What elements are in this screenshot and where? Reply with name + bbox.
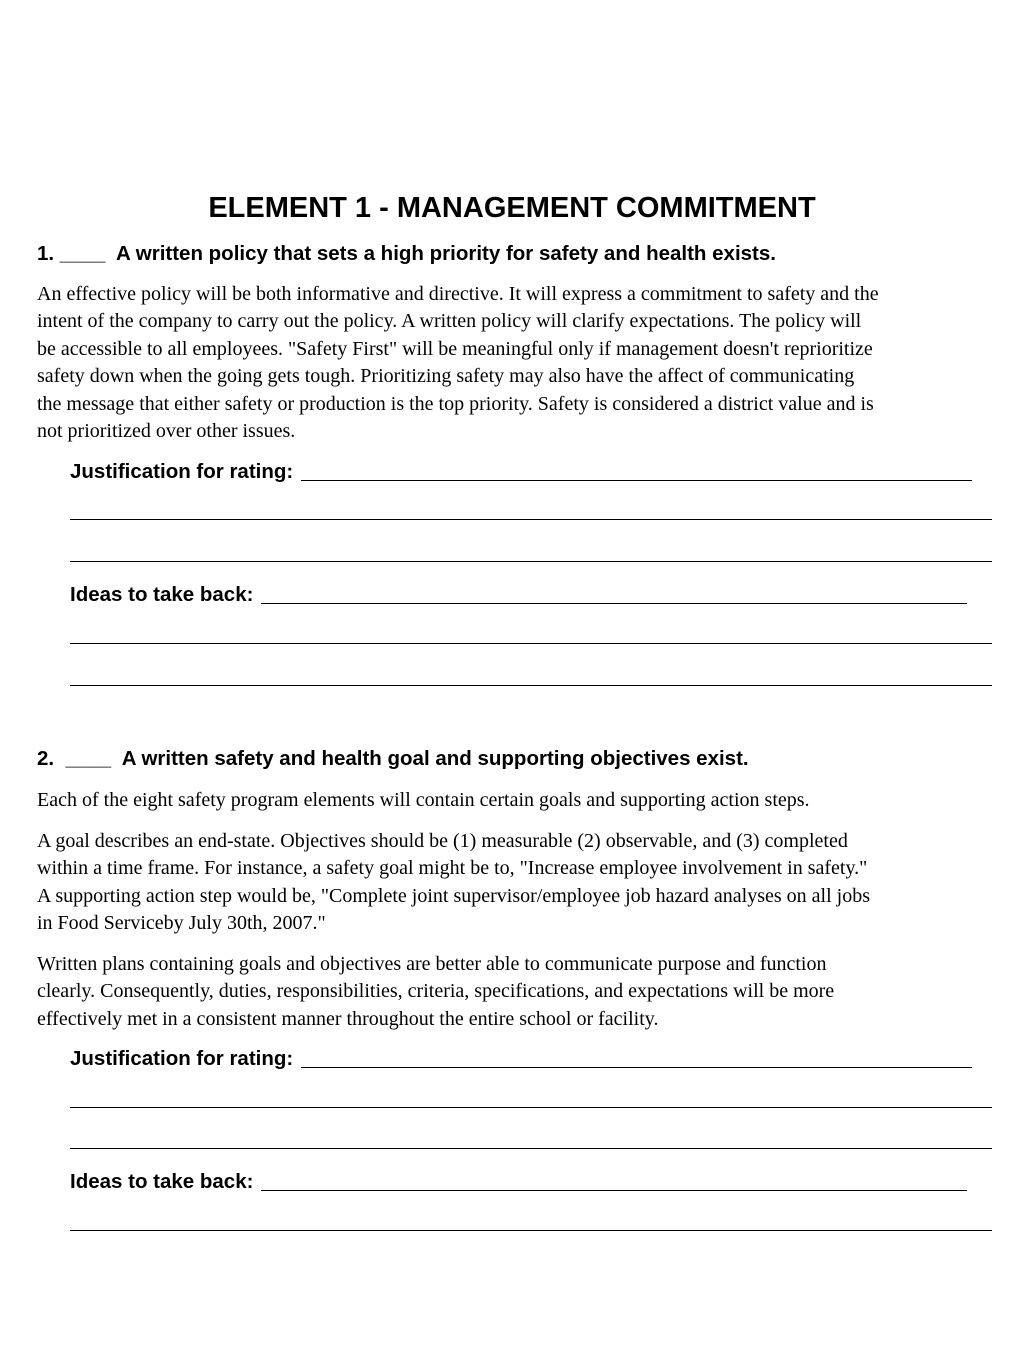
paragraph-line: within a time frame. For instance, a safety goal might be to, "Increase employee involvement in safety." (37, 857, 868, 880)
question-2: 2. ____ A written safety and health goal and supporting objectives exist. (37, 747, 749, 770)
paragraph-line: intent of the company to carry out the policy. A written policy will clarify expectations. The policy will (37, 310, 862, 333)
paragraph-line: An effective policy will be both informative and directive. It will express a commitment to safety and the (37, 283, 879, 305)
justification-line[interactable] (301, 480, 972, 481)
item-2-paragraph-3 (37, 951, 1005, 1033)
ideas-field-2[interactable] (70, 1169, 967, 1195)
ideas-field-1[interactable] (70, 582, 967, 608)
item-2-paragraph-1 (37, 787, 1005, 814)
paragraph-line: safety down when the going gets tough. Prioritizing safety may also have the affect of communicating (37, 365, 855, 388)
paragraph-line: Each of the eight safety program elements will contain certain goals and supporting action steps. (37, 789, 810, 811)
justification-field-2[interactable] (70, 1046, 972, 1072)
paragraph-line: not prioritized over other issues. (37, 420, 296, 443)
paragraph-line: in Food Serviceby July 30th, 2007." (37, 912, 326, 935)
justification-blank-line[interactable] (70, 1148, 992, 1149)
justification-blank-line[interactable] (70, 519, 992, 520)
justification-label: Justification for rating: (70, 1047, 294, 1070)
item-2-paragraph-2 (37, 828, 1005, 938)
paragraph-line: the message that either safety or production is the top priority. Safety is considered a district value and is (37, 392, 874, 415)
ideas-label: Ideas to take back: (70, 583, 254, 606)
paragraph-line: effectively met in a consistent manner throughout the entire school or facility. (37, 1007, 659, 1030)
ideas-blank-line[interactable] (70, 643, 992, 644)
justification-blank-line[interactable] (70, 1107, 992, 1108)
paragraph-line: be accessible to all employees. "Safety First" will be meaningful only if management doesn't reprioritize (37, 337, 873, 360)
paragraph-line: A supporting action step would be, "Complete joint supervisor/employee job hazard analyses on all jobs (37, 884, 871, 907)
paragraph-line: A goal describes an end-state. Objectives should be (1) measurable (2) observable, and (3) completed (37, 830, 848, 852)
question-1: 1. ____ A written policy that sets a high priority for safety and health exists. (37, 242, 776, 265)
justification-label: Justification for rating: (70, 460, 294, 483)
justification-line[interactable] (301, 1067, 972, 1068)
ideas-blank-line[interactable] (70, 1230, 992, 1231)
item-1-paragraph-1 (37, 281, 1005, 445)
paragraph-line: clearly. Consequently, duties, responsibilities, criteria, specifications, and expectations will be more (37, 980, 835, 1003)
ideas-line[interactable] (261, 603, 967, 604)
page-title: ELEMENT 1 - MANAGEMENT COMMITMENT (208, 192, 816, 224)
ideas-label: Ideas to take back: (70, 1170, 254, 1193)
ideas-blank-line[interactable] (70, 685, 992, 686)
ideas-line[interactable] (261, 1190, 967, 1191)
justification-field-1[interactable] (70, 459, 972, 485)
paragraph-line: Written plans containing goals and objectives are better able to communicate purpose and function (37, 953, 827, 975)
justification-blank-line[interactable] (70, 561, 992, 562)
